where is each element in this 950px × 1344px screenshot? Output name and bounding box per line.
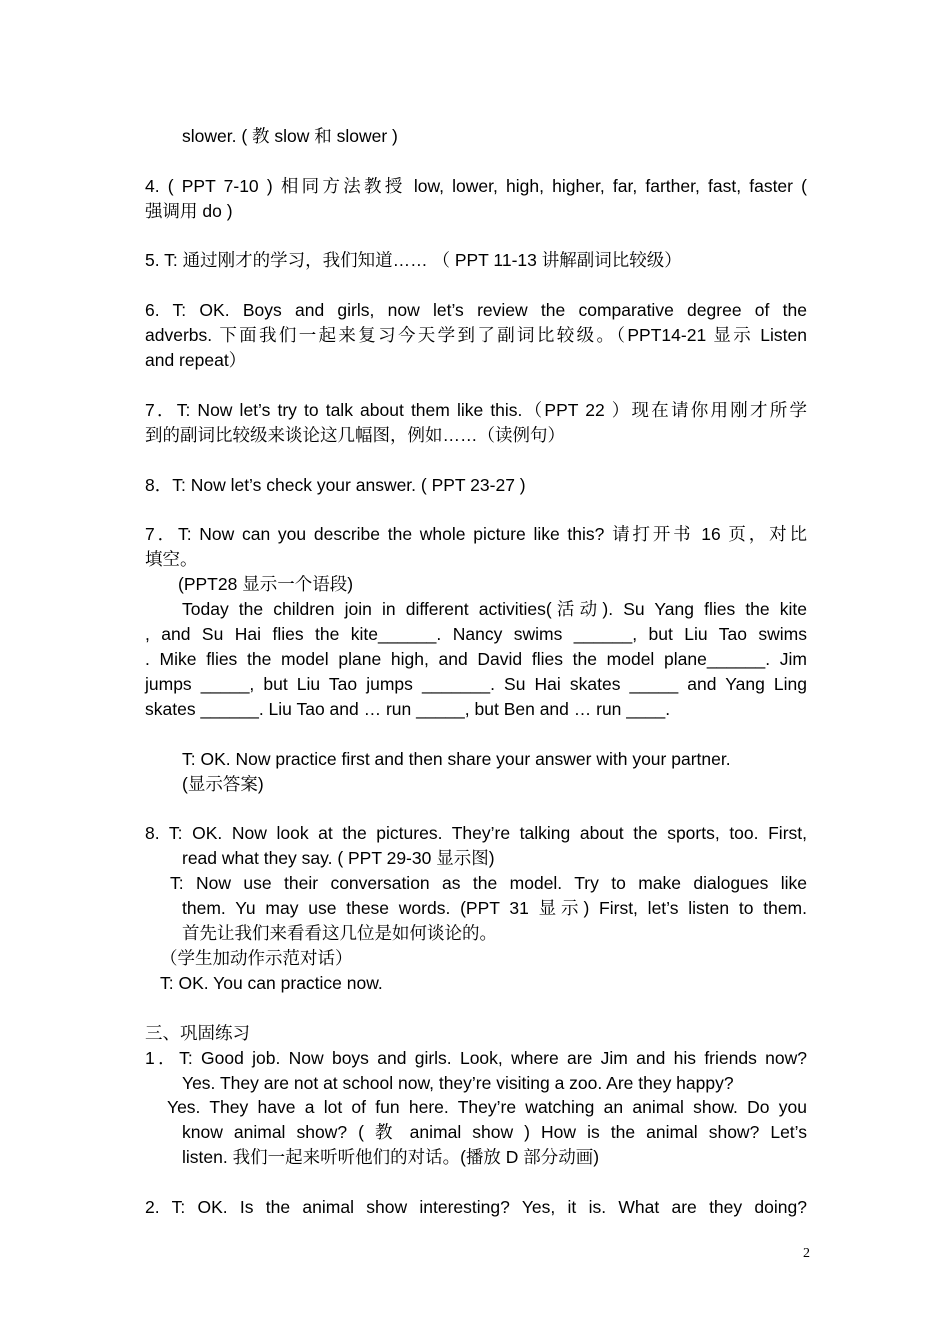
text-line: Yes. They are not at school now, they’re visiting a zoo. Are they happy? <box>182 1073 734 1093</box>
text-line: them. Yu may use these words. (PPT 31 显示) First, let’s listen to them. <box>182 898 807 918</box>
text-line: skates ______. Liu Tao and … run _____, but Ben and … run ____. <box>145 699 671 719</box>
text-line: 6. T: OK. Boys and girls, now let’s review the comparative degree of the <box>145 300 807 320</box>
section-heading: 三、巩固练习 <box>145 1023 250 1043</box>
text-line: slower. ( 教 slow 和 slower ) <box>182 126 398 146</box>
text-line: T: Now use their conversation as the model. Try to make dialogues like <box>170 873 807 893</box>
text-line: 5. T: 通过刚才的学习，我们知道…… （ PPT 11-13 讲解副词比较级） <box>145 250 682 270</box>
page-number: 2 <box>803 1246 810 1261</box>
text-line: 1．T: Good job. Now boys and girls. Look, where are Jim and his friends now? <box>145 1048 807 1068</box>
text-line: T: OK. Now practice first and then share your answer with your partner. <box>182 749 731 769</box>
text-line: (显示答案) <box>182 774 264 794</box>
text-line: Yes. They have a lot of fun here. They’re watching an animal show. Do you <box>167 1097 807 1117</box>
text-line: 2. T: OK. Is the animal show interesting? Yes, it is. What are they doing? <box>145 1197 807 1217</box>
text-line: and repeat） <box>145 350 247 370</box>
text-line: 填空。 <box>145 549 198 569</box>
text-line: , and Su Hai flies the kite______. Nancy swims ______, but Liu Tao swims <box>145 624 807 644</box>
text-line: 7．T: Now can you describe the whole picture like this? 请打开书 16 页，对比 <box>145 524 807 544</box>
text-line: T: OK. You can practice now. <box>160 973 383 993</box>
text-line: . Mike flies the model plane high, and David flies the model plane______. Jim <box>145 649 807 669</box>
text-line: jumps _____, but Liu Tao jumps _______. Su Hai skates _____ and Yang Ling <box>145 674 807 694</box>
text-line: read what they say. ( PPT 29-30 显示图) <box>182 848 495 868</box>
text-line: (PPT28 显示一个语段) <box>178 574 354 594</box>
text-line: 到的副词比较级来谈论这几幅图，例如……（读例句） <box>145 425 565 445</box>
text-line: adverbs. 下面我们一起来复习今天学到了副词比较级。（PPT14-21 显示 Listen <box>145 325 807 345</box>
text-line: 8. T: OK. Now look at the pictures. They’re talking about the sports, too. First, <box>145 823 807 843</box>
text-line: Today the children join in different activities(活动). Su Yang flies the kite <box>182 599 807 619</box>
text-line: （学生加动作示范对话） <box>160 948 353 968</box>
text-line: know animal show? ( 教 animal show ) How is the animal show? Let’s <box>182 1122 807 1142</box>
text-line: listen. 我们一起来听听他们的对话。(播放 D 部分动画) <box>182 1147 600 1167</box>
text-line: 首先让我们来看看这几位是如何谈论的。 <box>182 923 497 943</box>
text-line: 强调用 do ) <box>145 201 233 221</box>
text-line: 4. ( PPT 7-10 ) 相同方法教授 low, lower, high, higher, far, farther, fast, faster ( <box>145 176 807 196</box>
text-line: 8．T: Now let’s check your answer. ( PPT 23-27 ) <box>145 475 526 495</box>
text-line: 7．T: Now let’s try to talk about them like this.（PPT 22 ）现在请你用刚才所学 <box>145 400 807 420</box>
